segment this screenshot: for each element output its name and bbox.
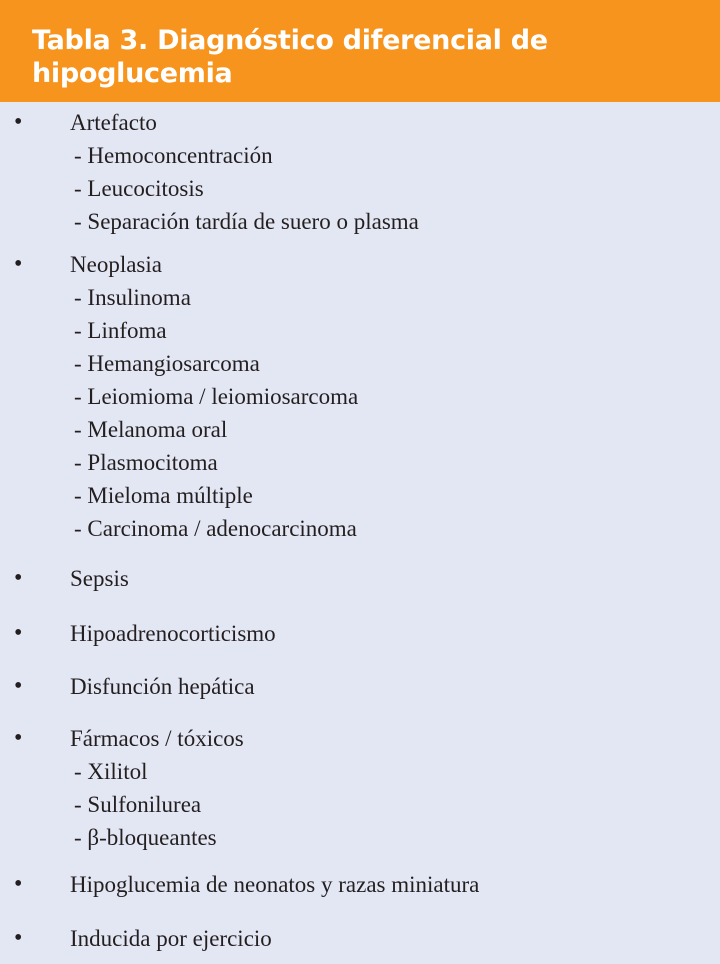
diagnosis-subitem: - Insulinoma <box>74 285 191 310</box>
diagnosis-category: Inducida por ejercicio <box>70 926 272 951</box>
diagnosis-subitem: - Hemangiosarcoma <box>74 351 260 376</box>
diagnosis-subitem: - Xilitol <box>74 759 148 784</box>
diagnosis-subitem: - Carcinoma / adenocarcinoma <box>74 516 357 541</box>
diagnosis-category: Hipoadrenocorticismo <box>70 621 276 646</box>
diagnosis-category: Disfunción hepática <box>70 674 255 699</box>
diagnosis-category: Hipoglucemia de neonatos y razas miniatura <box>70 872 480 897</box>
diagnosis-sublist <box>74 139 419 238</box>
diagnosis-category: Sepsis <box>70 566 129 591</box>
bullet-icon: • <box>14 925 23 951</box>
diagnosis-category: Fármacos / tóxicos <box>70 726 244 751</box>
diagnosis-subitem: - Leiomioma / leiomiosarcoma <box>74 384 359 409</box>
diagnosis-subitem: - Hemoconcentración <box>74 143 273 168</box>
table-header <box>0 0 720 102</box>
diagnosis-subitem: - Mieloma múltiple <box>74 483 253 508</box>
diagnosis-sublist <box>74 281 358 545</box>
diagnosis-sublist <box>74 755 217 854</box>
diagnosis-subitem: - β-bloqueantes <box>74 825 217 850</box>
diagnosis-subitem: - Melanoma oral <box>74 417 228 442</box>
bullet-icon: • <box>14 725 23 751</box>
diagnosis-subitem: - Sulfonilurea <box>74 792 202 817</box>
bullet-icon: • <box>14 620 23 646</box>
bullet-icon: • <box>14 673 23 699</box>
diagnosis-category: Artefacto <box>70 110 157 135</box>
diagnosis-subitem: - Leucocitosis <box>74 176 204 201</box>
bullet-icon: • <box>14 871 23 897</box>
diagnosis-subitem: - Plasmocitoma <box>74 450 218 475</box>
bullet-icon: • <box>14 251 23 277</box>
diagnosis-category: Neoplasia <box>70 252 162 277</box>
diagnosis-subitem: - Linfoma <box>74 318 167 343</box>
diagnosis-subitem: - Separación tardía de suero o plasma <box>74 209 419 234</box>
bullet-icon: • <box>14 109 23 135</box>
table-title: Tabla 3. Diagnóstico diferencial de hipoglucemia <box>32 25 548 89</box>
bullet-icon: • <box>14 565 23 591</box>
